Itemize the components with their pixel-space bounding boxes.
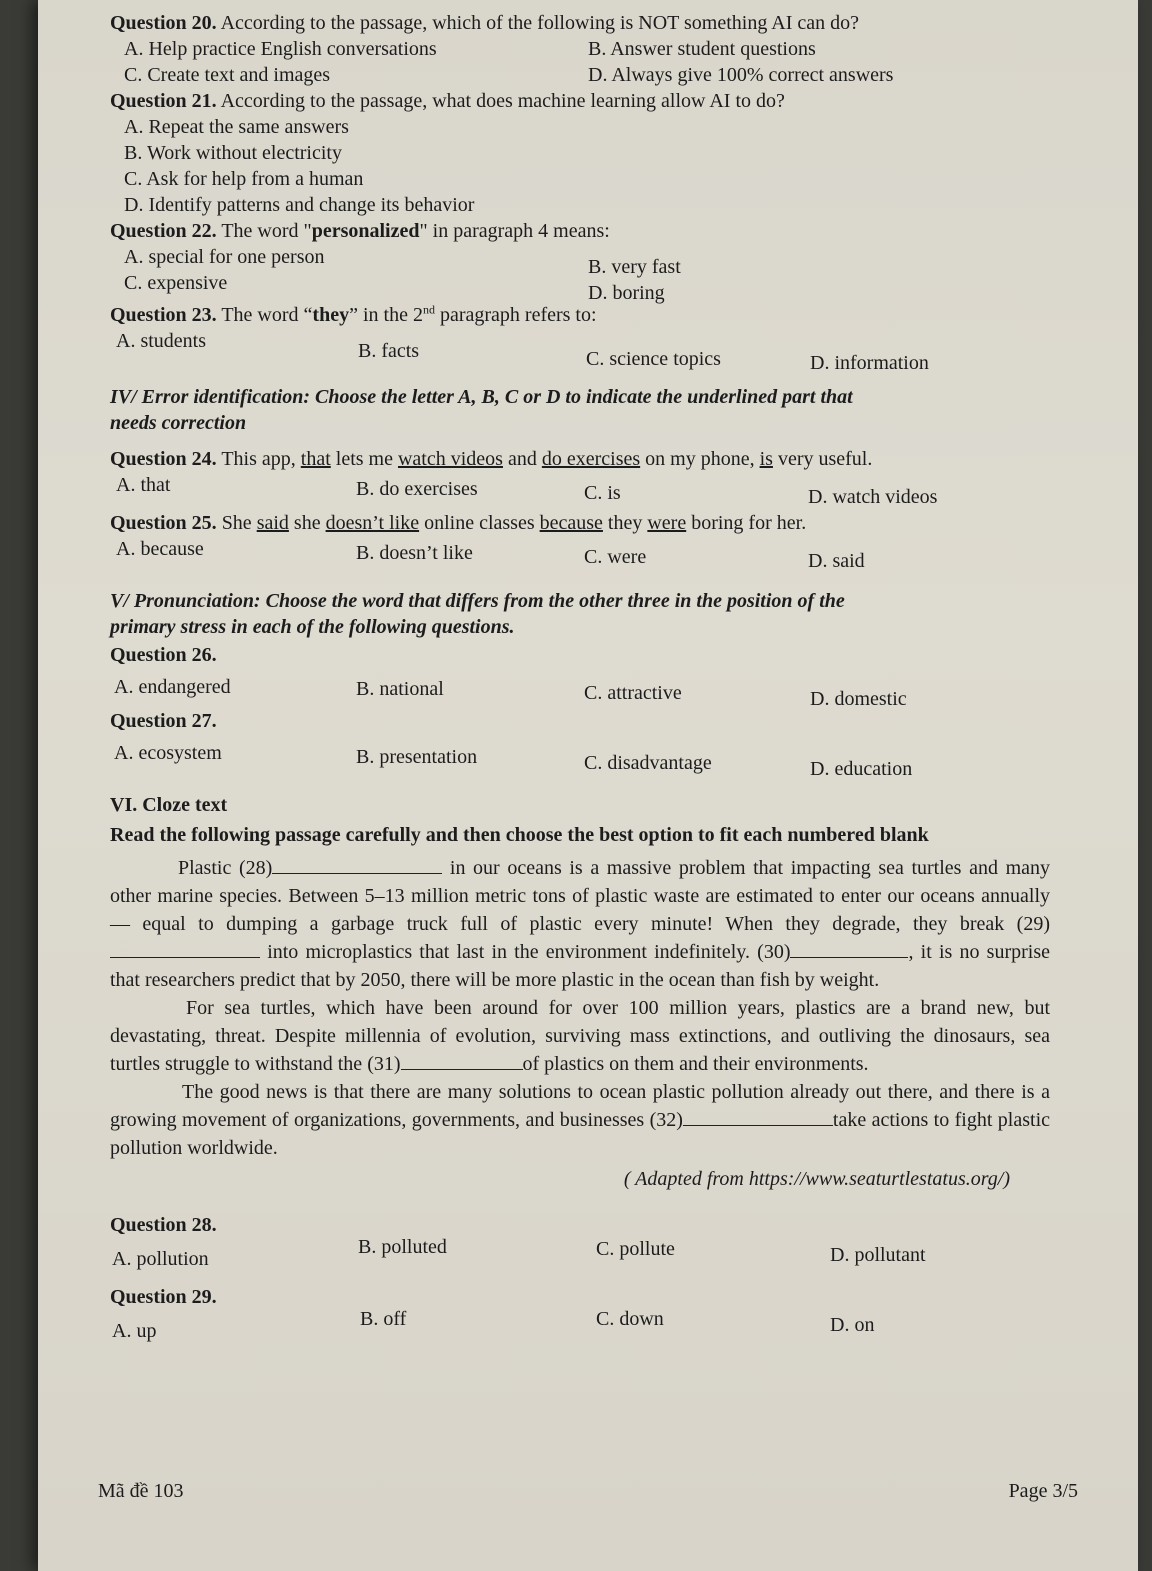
option-d: D. Identify patterns and change its behavior	[124, 194, 475, 216]
question-22-stem	[110, 218, 1090, 244]
question-text-post: " in paragraph 4 means:	[419, 220, 610, 242]
question-text-mid: ” in the 2	[349, 304, 423, 326]
section-6-heading: VI. Cloze text	[110, 794, 228, 816]
stem-text: boring for her.	[686, 512, 807, 534]
underlined-part: watch videos	[397, 448, 503, 470]
underlined-part: because	[539, 512, 603, 534]
question-label: Question 29.	[110, 1286, 217, 1308]
question-label: Question 24.	[110, 448, 217, 470]
underlined-part: is	[759, 448, 773, 470]
option-c: C. attractive	[584, 682, 682, 704]
question-28-label	[110, 1212, 1090, 1238]
question-23-stem	[110, 302, 1090, 328]
exam-code: Mã đề 103	[98, 1480, 184, 1502]
option-a: A. endangered	[114, 676, 231, 698]
keyword: they	[312, 304, 350, 326]
passage-text: into microplastics that last in the environment indefinitely. (30)	[267, 941, 791, 963]
option-d: D. boring	[588, 282, 665, 304]
option-b: B. facts	[358, 340, 420, 362]
option-b: B. off	[360, 1308, 407, 1330]
question-27-options	[110, 740, 1090, 780]
question-27-label	[110, 708, 1090, 734]
option-d: D. watch videos	[808, 486, 938, 508]
section-instruction-cont: primary stress in each of the following questions.	[110, 616, 515, 638]
question-label: Question 21.	[110, 90, 217, 112]
section-instruction-cont: needs correction	[110, 412, 247, 434]
question-text: According to the passage, what does machine learning allow AI to do?	[220, 90, 785, 112]
question-29-options	[110, 1308, 1090, 1342]
question-text-pre: The word "	[221, 220, 312, 242]
blank-29[interactable]	[110, 939, 260, 958]
option-a: A. that	[116, 474, 171, 496]
option-d: D. said	[808, 550, 865, 572]
option-c: C. Ask for help from a human	[124, 168, 364, 190]
blank-32[interactable]	[683, 1107, 833, 1126]
option-d: D. on	[830, 1314, 875, 1336]
question-label: Question 23.	[110, 304, 217, 326]
option-d: D. education	[810, 758, 913, 780]
option-a: A. Help practice English conversations	[124, 38, 437, 60]
page-number: Page 3/5	[1008, 1480, 1078, 1502]
stem-text: This app,	[221, 448, 301, 470]
section-instruction: Choose the letter A, B, C or D to indicate the underlined part that	[315, 386, 853, 408]
stem-text: very useful.	[772, 448, 873, 470]
question-20-options-row-1	[110, 36, 1090, 62]
question-text: According to the passage, which of the following is NOT something AI can do?	[220, 12, 859, 34]
stem-text: online classes	[419, 512, 540, 534]
blank-30[interactable]	[790, 939, 908, 958]
question-26-label	[110, 642, 1090, 668]
cloze-paragraph-2	[110, 994, 1050, 1078]
underlined-part: do exercises	[541, 448, 641, 470]
question-label: Question 27.	[110, 710, 217, 732]
exam-sheet	[38, 0, 1138, 1571]
option-c: C. were	[584, 546, 647, 568]
cloze-paragraph-3	[110, 1078, 1050, 1162]
passage-text: The good news is that there are many solutions to ocean plastic pollution already out there, and there is a growing movement of organizations, governments, and businesses (32)	[110, 1081, 1050, 1131]
option-b: B. very fast	[588, 256, 681, 278]
option-a: A. students	[116, 330, 206, 352]
passage-text: Plastic (28)	[178, 857, 273, 879]
underlined-part: doesn’t like	[325, 512, 420, 534]
passage-source: ( Adapted from https://www.seaturtlestatus.org/)	[623, 1168, 1010, 1190]
superscript: nd	[422, 302, 435, 317]
question-label: Question 25.	[110, 512, 217, 534]
option-b: B. doesn’t like	[356, 542, 473, 564]
stem-text: on my phone,	[640, 448, 760, 470]
cloze-paragraph-1	[110, 854, 1050, 994]
page-content	[110, 10, 1090, 1342]
option-a: A. special for one person	[124, 246, 325, 268]
option-a: A. up	[112, 1320, 157, 1342]
question-label: Question 22.	[110, 220, 217, 242]
option-c: C. science topics	[586, 348, 721, 370]
option-b: B. national	[356, 678, 444, 700]
keyword: personalized	[311, 220, 420, 242]
option-b: B. polluted	[358, 1236, 447, 1258]
question-25-stem	[110, 510, 1090, 536]
question-23-options	[110, 328, 1090, 374]
section-5-heading	[110, 588, 1090, 614]
passage-text: For sea turtles, which have been around for over 100 million years, plastics are a brand new, but devastating, threat. Despite millennia of evolution, surviving mass extinctions, and outliving the dinosaurs, sea turtles struggle to withstand the (31)	[110, 997, 1050, 1075]
passage-text: take actions to fight plastic pollution worldwide.	[110, 1109, 1051, 1159]
option-a: A. because	[116, 538, 204, 560]
option-b: B. Answer student questions	[588, 38, 816, 60]
option-d: D. pollutant	[830, 1244, 926, 1266]
question-22-options-row-1	[110, 244, 1090, 278]
passage-text: , it is no surprise that researchers predict that by 2050, there will be more plastic in the ocean than fish by weight.	[110, 941, 1050, 991]
option-b: B. Work without electricity	[124, 142, 342, 164]
question-label: Question 26.	[110, 644, 217, 666]
option-c: C. down	[596, 1308, 664, 1330]
option-d: D. domestic	[810, 688, 907, 710]
option-d: D. Always give 100% correct answers	[588, 64, 894, 86]
page-footer	[98, 1480, 1078, 1503]
option-c: C. is	[584, 482, 621, 504]
option-d: D. information	[810, 352, 929, 374]
option-c: C. pollute	[596, 1238, 675, 1260]
stem-text: and	[502, 448, 542, 470]
question-20-stem	[110, 10, 1090, 36]
question-text-pre: The word “	[221, 304, 313, 326]
section-title: V/ Pronunciation:	[110, 590, 261, 612]
passage-text: of plastics on them and their environments.	[522, 1053, 869, 1075]
question-text-post: paragraph refers to:	[434, 304, 597, 326]
question-21-stem	[110, 88, 1090, 114]
passage-text: in our oceans is a massive problem that impacting sea turtles and many other marine species. Between 5–13 million metric tons of plastic waste are estimated to enter our oceans annually — equal to dumping a garbage truck full of plastic every minute! When they degrade, they break (29)	[110, 857, 1050, 935]
question-24-stem	[110, 446, 1090, 472]
question-26-options	[110, 674, 1090, 708]
section-4-heading	[110, 384, 1090, 410]
question-label: Question 20.	[110, 12, 217, 34]
question-24-options	[110, 472, 1090, 508]
underlined-part: were	[647, 512, 687, 534]
stem-text: She	[221, 512, 257, 534]
stem-text: lets me	[330, 448, 398, 470]
section-title: IV/ Error identification:	[110, 386, 311, 408]
underlined-part: said	[256, 512, 289, 534]
option-b: B. do exercises	[356, 478, 478, 500]
stem-text: she	[288, 512, 326, 534]
section-instruction: Choose the word that differs from the other three in the position of the	[265, 590, 845, 612]
blank-28[interactable]	[272, 855, 442, 874]
question-28-options	[110, 1236, 1090, 1270]
option-c: C. expensive	[124, 272, 228, 294]
stem-text: they	[602, 512, 648, 534]
option-a: A. ecosystem	[114, 742, 222, 764]
question-25-options	[110, 536, 1090, 572]
option-b: B. presentation	[356, 746, 478, 768]
option-c: C. disadvantage	[584, 752, 712, 774]
option-a: A. pollution	[112, 1248, 209, 1270]
question-label: Question 28.	[110, 1214, 217, 1236]
underlined-part: that	[300, 448, 331, 470]
section-instruction: Read the following passage carefully and then choose the best option to fit each numbered blank	[110, 824, 929, 846]
option-c: C. Create text and images	[124, 64, 331, 86]
option-a: A. Repeat the same answers	[124, 116, 349, 138]
question-22-options-row-2	[110, 270, 1090, 304]
question-20-options-row-2	[110, 62, 1090, 88]
blank-31[interactable]	[401, 1051, 523, 1070]
